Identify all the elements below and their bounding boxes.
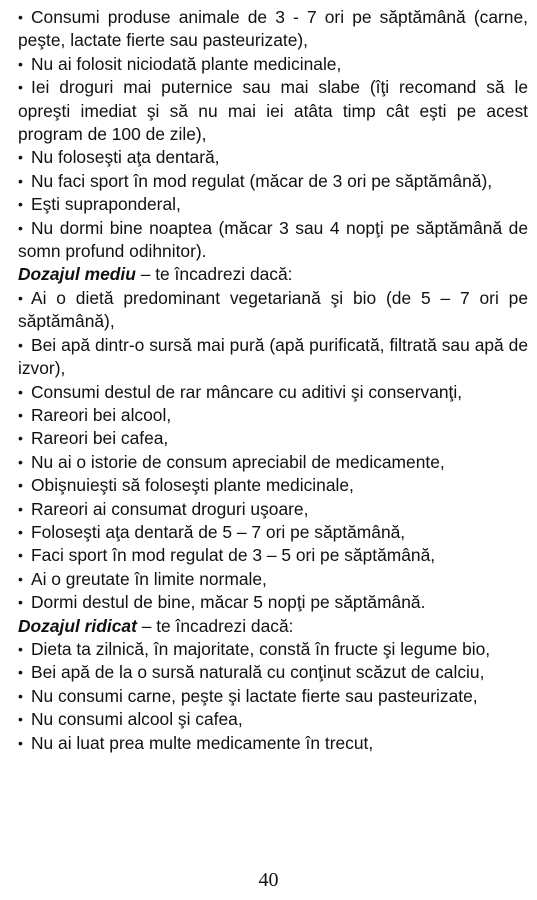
section-heading xyxy=(18,615,528,638)
bullet-text: Iei droguri mai puternice sau mai slabe (îţi recomand să le opreşti imediat şi să nu mai iei atâta timp cât eşti pe acest program de 100 de zile), xyxy=(18,77,528,145)
bullet-icon: • xyxy=(18,734,23,751)
bullet-item xyxy=(18,568,528,591)
bullet-text: Rareori bei cafea, xyxy=(31,428,169,449)
bullet-icon: • xyxy=(18,55,23,72)
bullet-text: Consumi destul de rar mâncare cu aditivi şi conservanţi, xyxy=(31,381,463,402)
bullet-text: Ai o dietă predominant vegetariană şi bio (de 5 – 7 ori pe săptămână), xyxy=(18,287,528,332)
bullet-item xyxy=(18,381,528,404)
bullet-item xyxy=(18,685,528,708)
bullet-text: Obişnuieşti să foloseşti plante medicinale, xyxy=(31,475,354,496)
bullet-item xyxy=(18,521,528,544)
bullet-icon: • xyxy=(18,711,23,728)
bullet-text: Nu foloseşti aţa dentară, xyxy=(31,147,220,168)
page-body-text xyxy=(18,6,528,755)
bullet-item xyxy=(18,544,528,567)
bullet-icon: • xyxy=(18,336,23,353)
bullet-item xyxy=(18,591,528,614)
bullet-icon: • xyxy=(18,640,23,657)
bullet-text: Dormi destul de bine, măcar 5 nopţi pe săptămână. xyxy=(31,592,426,613)
bullet-icon: • xyxy=(18,406,23,423)
bullet-text: Bei apă dintr-o sursă mai pură (apă purificată, filtrată sau apă de izvor), xyxy=(18,334,528,379)
bullet-text: Nu ai o istorie de consum apreciabil de medicamente, xyxy=(31,451,445,472)
bullet-text: Bei apă de la o sursă naturală cu conţinut scăzut de calciu, xyxy=(31,662,485,683)
bullet-icon: • xyxy=(18,453,23,470)
bullet-text: Faci sport în mod regulat de 3 – 5 ori pe săptămână, xyxy=(31,545,436,566)
bullet-text: Ai o greutate în limite normale, xyxy=(31,568,267,589)
bullet-icon: • xyxy=(18,289,23,306)
bullet-item xyxy=(18,661,528,684)
bullet-text: Nu consumi alcool şi cafea, xyxy=(31,709,243,730)
bullet-icon: • xyxy=(18,594,23,611)
bullet-icon: • xyxy=(18,219,23,236)
bullet-icon: • xyxy=(18,523,23,540)
bullet-item xyxy=(18,732,528,755)
bullet-text: Nu consumi carne, peşte şi lactate fierte sau pasteurizate, xyxy=(31,685,478,706)
bullet-text: Nu faci sport în mod regulat (măcar de 3 ori pe săptămână), xyxy=(31,170,493,191)
bullet-text: Foloseşti aţa dentară de 5 – 7 ori pe săptămână, xyxy=(31,521,406,542)
bullet-icon: • xyxy=(18,570,23,587)
bullet-item xyxy=(18,474,528,497)
bullet-text: Nu ai luat prea multe medicamente în trecut, xyxy=(31,732,374,753)
bullet-item xyxy=(18,708,528,731)
bullet-icon: • xyxy=(18,687,23,704)
bullet-text: Consumi produse animale de 3 - 7 ori pe săptămână (carne, peşte, lactate fierte sau pasteurizate), xyxy=(18,7,528,51)
bullet-icon: • xyxy=(18,383,23,400)
bullet-text: Nu ai folosit niciodată plante medicinale, xyxy=(31,53,342,74)
section-heading-title: Dozajul ridicat xyxy=(18,615,137,636)
bullet-item xyxy=(18,146,528,169)
bullet-icon: • xyxy=(18,9,23,25)
bullet-item xyxy=(18,404,528,427)
bullet-item xyxy=(18,170,528,193)
bullet-item xyxy=(18,193,528,216)
page-number: 40 xyxy=(258,869,279,891)
bullet-item xyxy=(18,451,528,474)
bullet-text: Dieta ta zilnică, în majoritate, constă în fructe şi legume bio, xyxy=(31,638,491,659)
bullet-item xyxy=(18,76,528,146)
bullet-icon: • xyxy=(18,79,23,96)
bullet-icon: • xyxy=(18,149,23,166)
bullet-item xyxy=(18,638,528,661)
bullet-icon: • xyxy=(18,172,23,189)
bullet-item xyxy=(18,217,528,264)
bullet-text: Rareori ai consumat droguri uşoare, xyxy=(31,498,309,519)
section-heading xyxy=(18,263,528,286)
bullet-icon: • xyxy=(18,547,23,564)
bullet-item xyxy=(18,334,528,381)
bullet-icon: • xyxy=(18,477,23,494)
bullet-icon: • xyxy=(18,430,23,447)
bullet-item xyxy=(18,498,528,521)
bullet-icon: • xyxy=(18,196,23,213)
bullet-item xyxy=(18,427,528,450)
bullet-icon: • xyxy=(18,500,23,517)
bullet-icon: • xyxy=(18,664,23,681)
bullet-item xyxy=(18,287,528,334)
section-heading-rest: – te încadrezi dacă: xyxy=(136,615,294,636)
bullet-item xyxy=(18,6,528,53)
section-heading-rest: – te încadrezi dacă: xyxy=(135,264,293,285)
section-heading-title: Dozajul mediu xyxy=(18,264,136,285)
bullet-item xyxy=(18,53,528,76)
bullet-text: Eşti supraponderal, xyxy=(31,194,181,215)
bullet-text: Rareori bei alcool, xyxy=(31,404,172,425)
bullet-text: Nu dormi bine noaptea (măcar 3 sau 4 nopţi pe săptămână de somn profund odihnitor). xyxy=(18,217,528,262)
